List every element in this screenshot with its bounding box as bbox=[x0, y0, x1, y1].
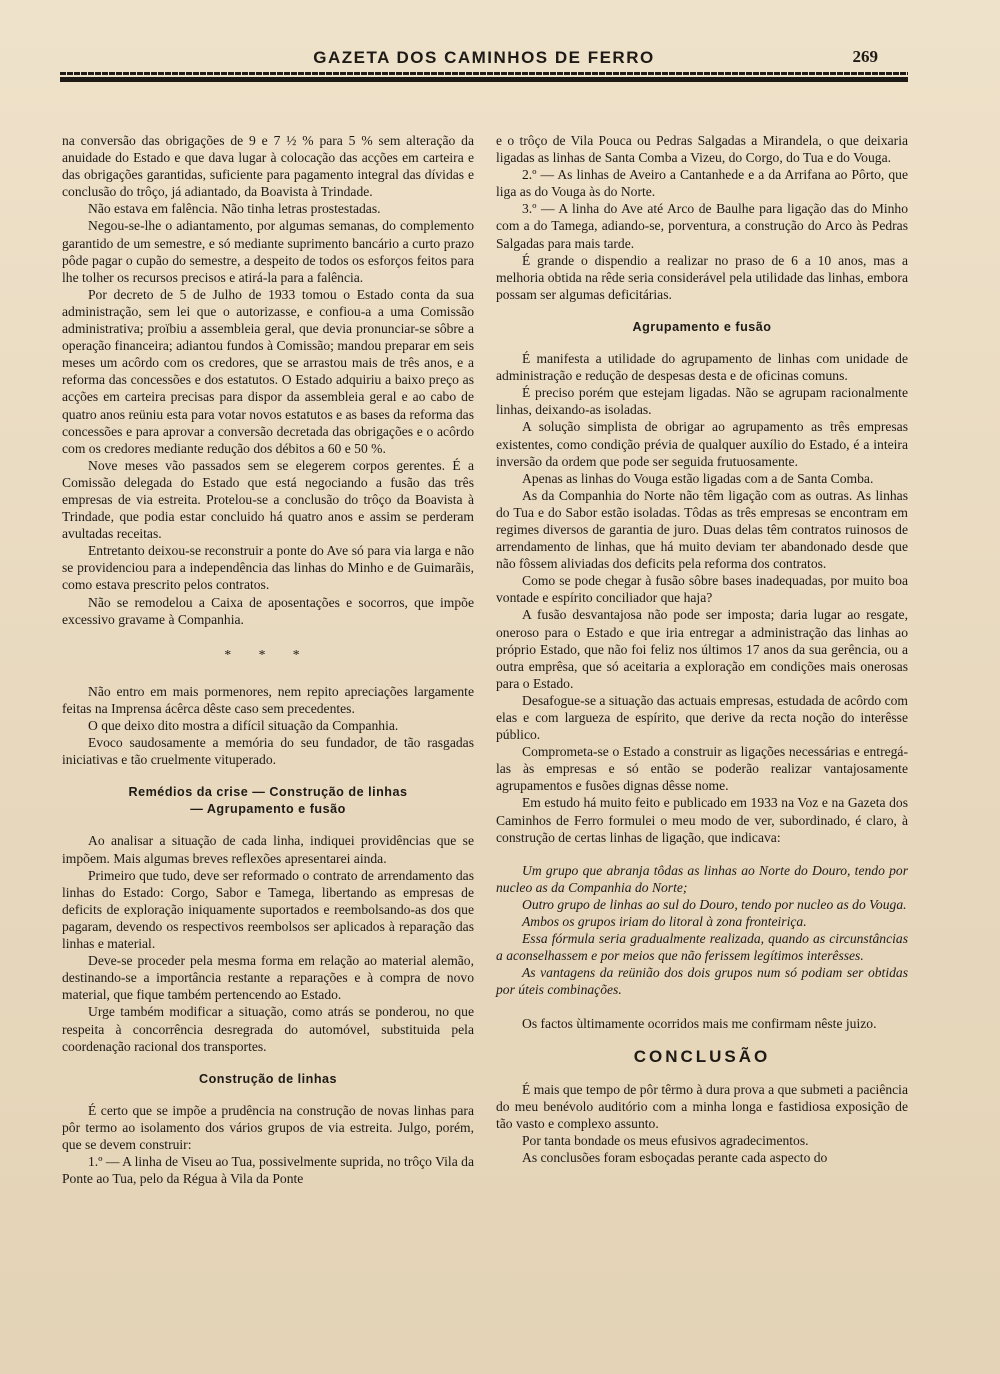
heading-line: Remédios da crise — Construção de linhas bbox=[128, 785, 408, 800]
right-column bbox=[496, 132, 908, 1166]
paragraph: e o trôço de Vila Pouca ou Pedras Salgadas a Mirandela, o que deixaria ligadas as linhas de Santa Comba a Vizeu, do Corgo, do Tua e do Vouga. bbox=[496, 133, 908, 166]
section-heading-conclusao: CONCLUSÃO bbox=[633, 1046, 771, 1066]
quote-line: Um grupo que abranja tôdas as linhas ao Norte do Douro, tendo por nucleo as da Companhia do Norte; bbox=[496, 862, 908, 895]
quote-line: Outro grupo de linhas ao sul do Douro, tendo por nucleo as do Vouga. bbox=[522, 896, 907, 912]
paragraph: 1.º — A linha de Viseu ao Tua, possivelmente suprida, no trôço Vila da Ponte ao Tua, pelo da Régua à Vila da Ponte bbox=[62, 1154, 474, 1187]
paragraph: Evoco saudosamente a memória do seu fundador, de tão rasgadas iniciativas e tão cruelmente vituperado. bbox=[62, 735, 474, 768]
quotation-block bbox=[496, 862, 908, 999]
section-heading-construcao: Construção de linhas bbox=[198, 1071, 338, 1086]
paragraph: O que deixo dito mostra a difícil situação da Companhia. bbox=[88, 718, 399, 733]
paragraph: Apenas as linhas do Vouga estão ligadas com a de Santa Comba. bbox=[522, 470, 874, 486]
header-rule bbox=[60, 72, 908, 82]
paragraph: 2.º — As linhas de Aveiro a Cantanhede e a da Arrifana ao Pôrto, que liga as do Vouga às do Norte. bbox=[496, 167, 908, 200]
paragraph: As conclusões foram esboçadas perante cada aspecto do bbox=[522, 1150, 828, 1166]
quote-line: Ambos os grupos iriam do litoral à zona fronteiriça. bbox=[522, 914, 807, 930]
paragraph: Negou-se-lhe o adiantamento, por algumas semanas, do complemento garantido de um semestre, e só mediante suprimento bancário a curto prazo pôde pagar o cupão do semestre, a despeito de todos os esforços feitos para lhe tolher os recursos precisos e atirá-la para a falência. bbox=[62, 218, 474, 285]
heading-line: — Agrupamento e fusão bbox=[190, 802, 346, 817]
paragraph: Desafogue-se a situação das actuais empresas, estudada de acôrdo com elas e com largueza de espírito, que derive da recta noção do interêsse público. bbox=[496, 692, 908, 743]
paragraph: Nove meses vão passados sem se elegerem corpos gerentes. É a Comissão delegada do Estado que está negociando a fusão das três empresas de via estreita. Protelou-se a conclusão do trôço da Boavista à Trindade, que podia estar concluido há quatro anos e assim se perderam avultadas receitas. bbox=[62, 457, 474, 542]
page-number: 269 bbox=[852, 47, 878, 66]
spacer bbox=[496, 846, 908, 862]
paragraph: É mais que tempo de pôr têrmo à dura prova a que submeti a paciência do meu benévolo auditório com a minha longa e fastidiosa exposição de tão vasto e complexo assunto. bbox=[496, 1081, 908, 1131]
paragraph: Em estudo há muito feito e publicado em 1933 na Voz e na Gazeta dos Caminhos de Ferro formulei o meu modo de ver, subordinado, é claro, à construção de certas linhas de ligação, que indicava: bbox=[496, 795, 908, 845]
paragraph: Não estava em falência. Não tinha letras prostestadas. bbox=[88, 201, 381, 217]
section-separator: * * * bbox=[224, 646, 312, 662]
paragraph: Primeiro que tudo, deve ser reformado o contrato de arrendamento das linhas do Estado: Corgo, Sabor e Tamega, libertando as empresas de deficits de exploração iniquamente suportados e reembolsando-as dos que pagaram, devendo os respectivos reembolsos ser aplicados à reparação das linhas e material. bbox=[62, 867, 474, 952]
quote-line: As vantagens da reünião dos dois grupos num só podiam ser obtidas por úteis combinações. bbox=[496, 965, 908, 998]
section-heading-remedios bbox=[62, 784, 474, 818]
paragraph: Por tanta bondade os meus efusivos agradecimentos. bbox=[522, 1132, 809, 1148]
paragraph: Os factos ùltimamente ocorridos mais me confirmam nêste juizo. bbox=[522, 1015, 877, 1031]
paragraph: Urge também modificar a situação, como atrás se ponderou, no que respeita à concorrência desregrada do automóvel, substituida pela coordenação racional dos transportes. bbox=[62, 1004, 474, 1054]
paragraph: É certo que se impõe a prudência na construção de novas linhas para pôr termo ao isolamento dos vários grupos de via estreita. Julgo, porém, que se devem construir: bbox=[62, 1102, 474, 1152]
quote-line: Essa fórmula seria gradualmente realizada, quando as circunstâncias a aconselhassem e por meios que não ferissem legítimos interêsses. bbox=[496, 931, 908, 964]
paragraph: na conversão das obrigações de 9 e 7 ½ % para 5 % sem alteração da anuidade do Estado e que dava lugar à colocação das acções em carteira e das obrigações garantidas, suficiente para pagamento integral das dívidas e conclusão do trôço, já adiantado, da Boavista à Trindade. bbox=[62, 133, 474, 200]
paragraph: É manifesta a utilidade do agrupamento de linhas com unidade de administração e redução de despesas desta e de oficinas comuns. bbox=[496, 351, 908, 384]
page-header bbox=[60, 44, 908, 90]
paragraph: É preciso porém que estejam ligadas. Não se agrupam racionalmente linhas, deixando-as isoladas. bbox=[496, 385, 908, 418]
paragraph: Comprometa-se o Estado a construir as ligações necessárias e entregá-las às empresas e só então se poderão realizar vantajosamente agrupamentos e fusões dignas dêsse nome. bbox=[496, 744, 908, 794]
paragraph: Por decreto de 5 de Julho de 1933 tomou o Estado conta da sua administração, sem lei que o autorizasse, e confiou-a a uma Comissão administrativa; proïbiu a assembleia geral, que devia pronunciar-se sôbre a operação financeira; adiantou fundos à Comissão; mandou preparar em seis meses um acôrdo com os credores, que se arrastou mais de três anos, e a reforma das concessões e dos estatutos. O Estado adquiriu a baixo preço as acções em carteira precisas para dispor da assembleia geral e ao cabo de quatro anos reüniu esta para votar novos estatutos e as bases da reforma das concessões e para aprovar a conversão decretada das obrigações e o acôrdo com os credores mediante redução dos débitos a 60 e 50 %. bbox=[62, 286, 474, 456]
spacer bbox=[496, 999, 908, 1015]
paragraph: Como se pode chegar à fusão sôbre bases inadequadas, por muito boa vontade e espírito conciliador que haja? bbox=[496, 573, 908, 606]
paragraph: 3.º — A linha do Ave até Arco de Baulhe para ligação das do Minho com a do Tamega, adiando-se, porventura, a construção do Arco às Pedras Salgadas para mais tarde. bbox=[496, 201, 908, 251]
paragraph: Não entro em mais pormenores, nem repito apreciações largamente feitas na Imprensa ácêrca dêste caso sem precedentes. bbox=[62, 683, 474, 716]
section-heading-agrupamento: Agrupamento e fusão bbox=[632, 319, 772, 334]
paragraph: Entretanto deixou-se reconstruir a ponte do Ave só para via larga e não se providenciou para a independência das linhas do Minho e de Guimarãis, como estava prescrito pelos contratos. bbox=[62, 543, 474, 593]
paragraph: As da Companhia do Norte não têm ligação com as outras. As linhas do Tua e do Sabor estão isoladas. Tôdas as três empresas se encontram em regimes diversos de garantia de juro. Duas delas têm contratos ruinosos de arrendamento de linhas, que há muito deviam ter abandonado desde que não fôssem aliviadas dos deficits pela reforma dos contratos. bbox=[496, 487, 908, 572]
left-column bbox=[62, 132, 474, 1187]
paragraph: A fusão desvantajosa não pode ser imposta; daria lugar ao resgate, oneroso para o Estado e que iria entregar a administração das linhas ao próprio Estado, que não foi feliz nos últimos 17 anos da sua gerência, ou a outra emprêsa, que só aceitaria a exploração em condições mais onerosas para o Estado. bbox=[496, 607, 908, 691]
paragraph: É grande o dispendio a realizar no praso de 6 a 10 anos, mas a melhoria obtida na rêde seria considerável pela utilidade das linhas, embora possam ser algumas deficitárias. bbox=[496, 252, 908, 302]
paragraph: A solução simplista de obrigar ao agrupamento as três empresas existentes, como condição prévia de qualquer auxílio do Estado, é a inteira inversão da ordem que pode ser seguida frutuosamente. bbox=[496, 419, 908, 469]
publication-title: GAZETA DOS CAMINHOS DE FERRO bbox=[313, 48, 655, 67]
paragraph: Não se remodelou a Caixa de aposentações e socorros, que impõe excessivo gravame à Companhia. bbox=[62, 594, 474, 627]
paragraph: Deve-se proceder pela mesma forma em relação ao material alemão, destinando-se a importância restante a reparações e à compra de novo material, que fique também pertencendo ao Estado. bbox=[62, 953, 474, 1003]
paragraph: Ao analisar a situação de cada linha, indiquei providências que se impõem. Mais algumas breves reflexões apresentarei ainda. bbox=[62, 833, 474, 866]
